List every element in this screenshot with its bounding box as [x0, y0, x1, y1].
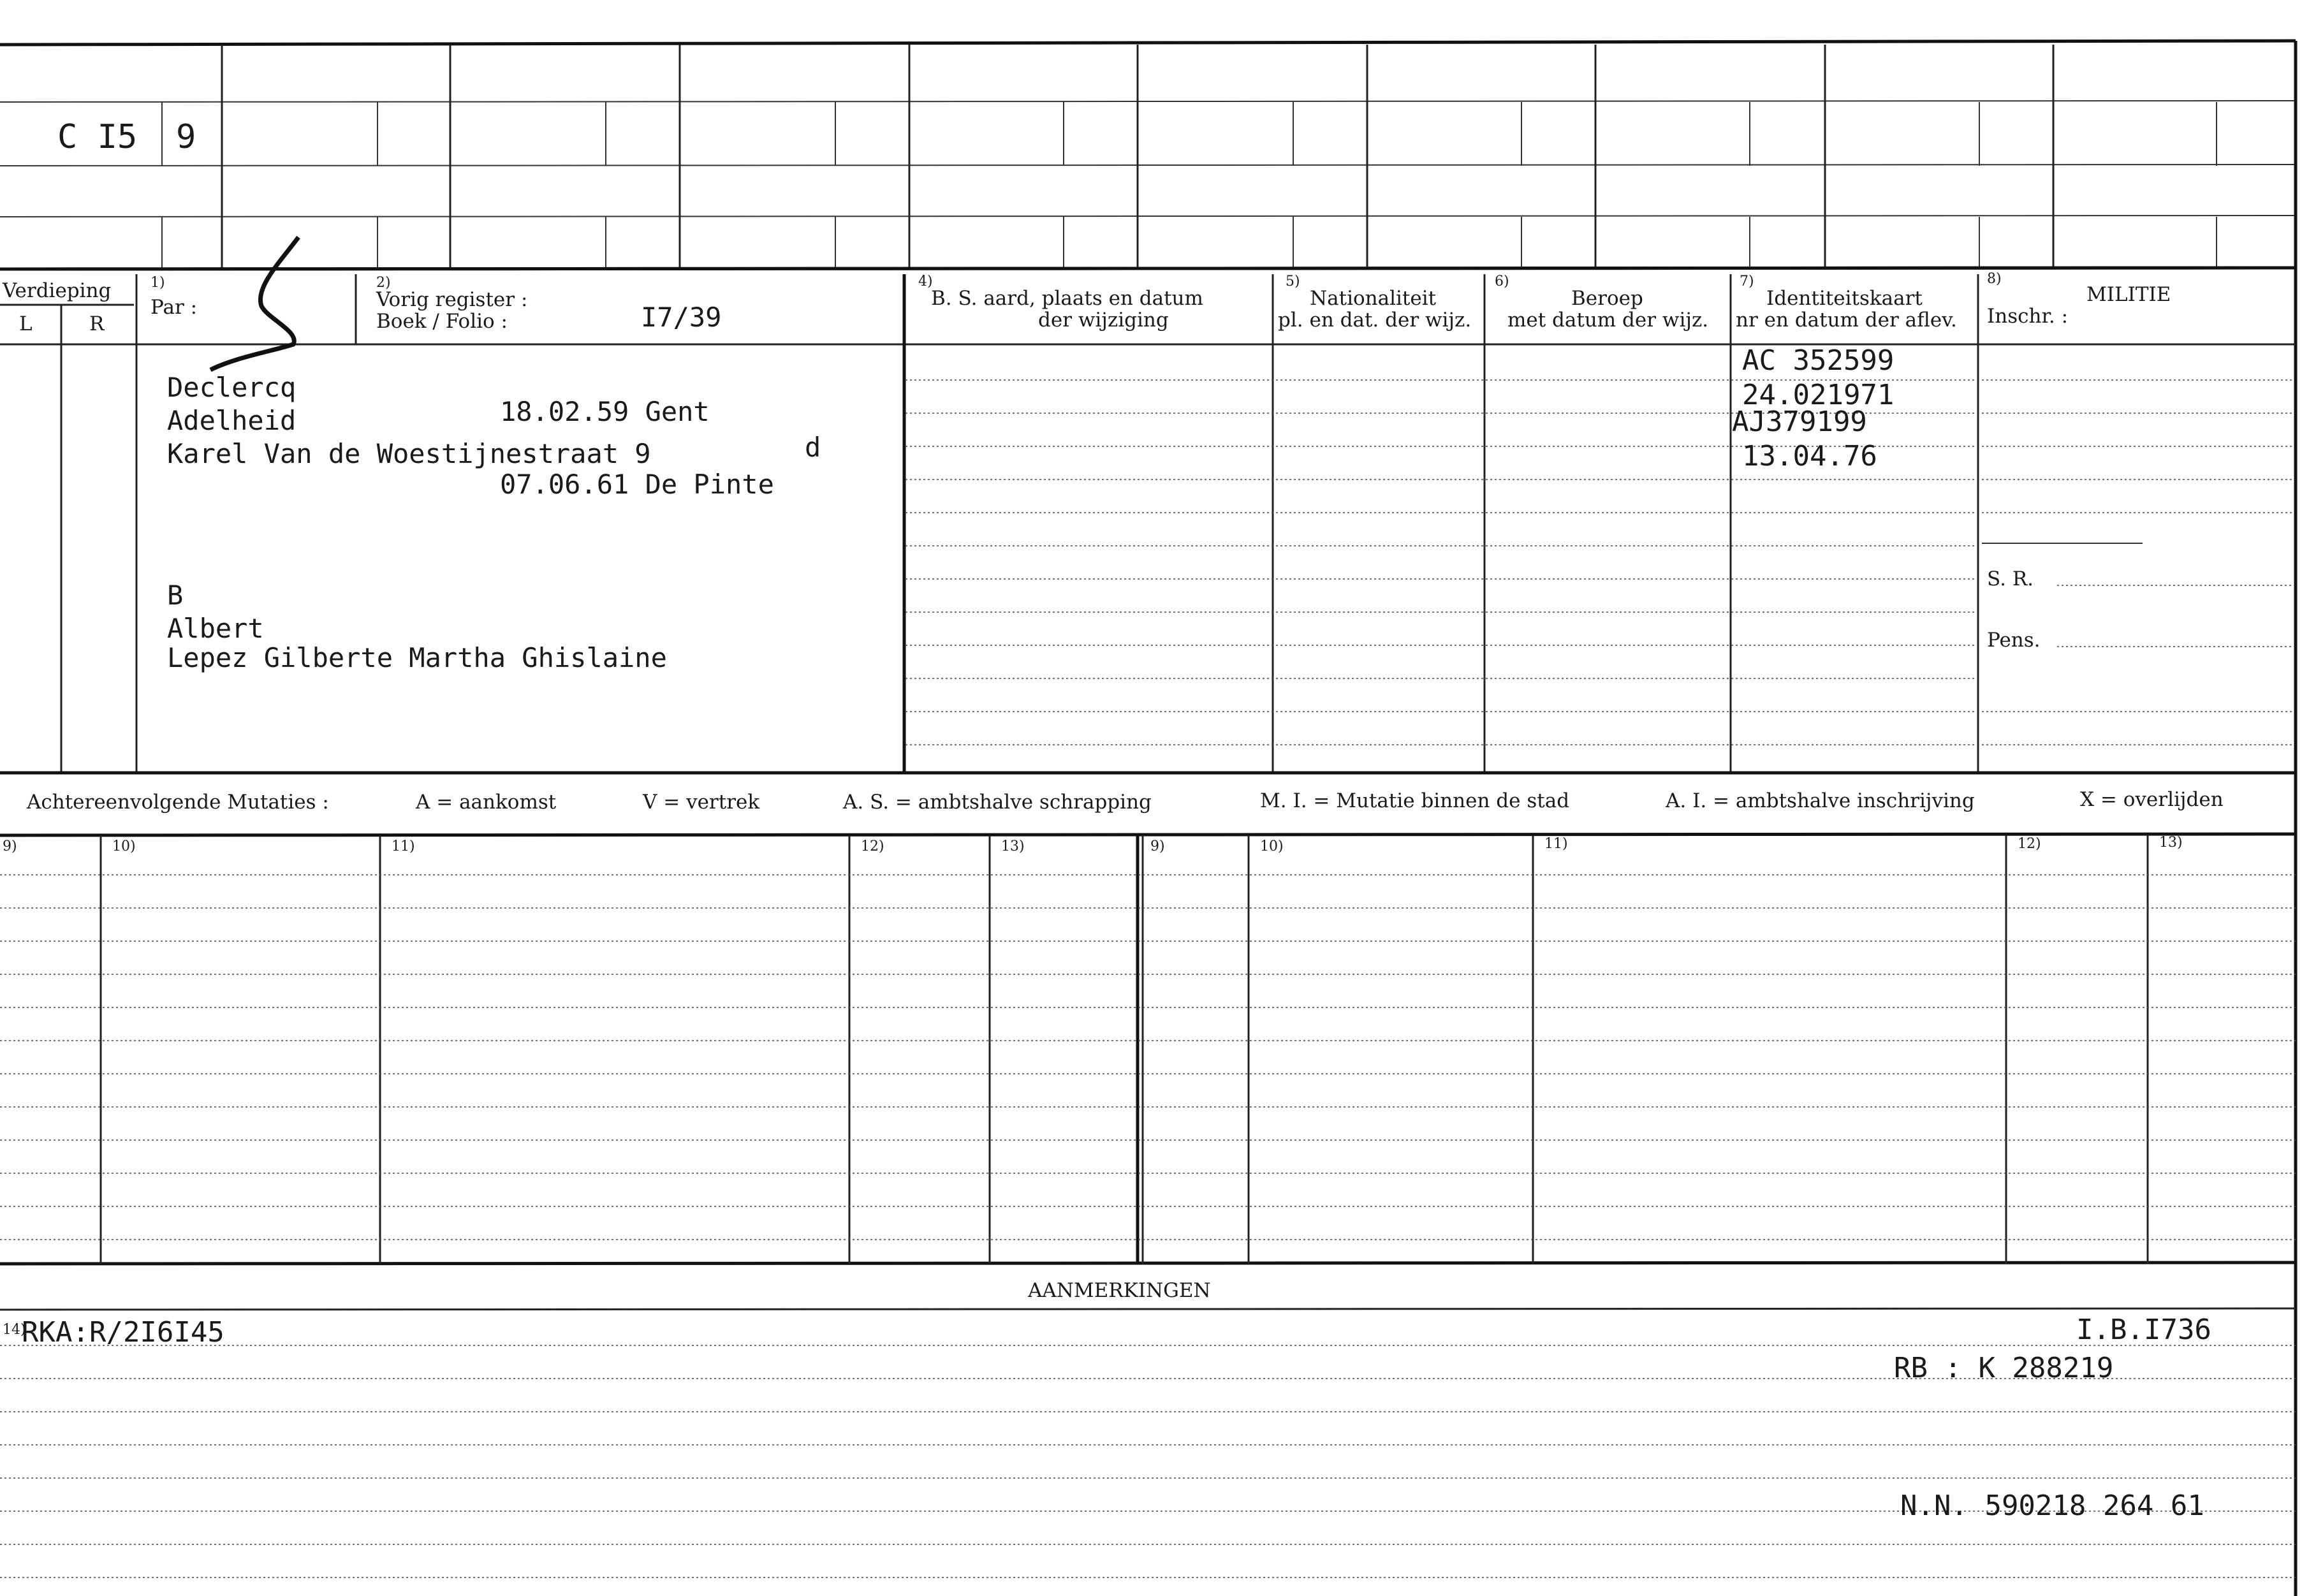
mutation-col-header: 13) — [2159, 835, 2183, 851]
label-inschr: Inschr. : — [1987, 305, 2069, 328]
label-l: L — [19, 312, 33, 335]
person-moved: 07.06.61 De Pinte — [500, 469, 774, 500]
main-grid — [0, 268, 2296, 773]
label-n5: 5) — [1286, 274, 1300, 289]
header-wijk: C I5 — [57, 118, 138, 156]
id-card-2: 24.021971 — [1742, 379, 1895, 411]
label-id-2: nr en datum der aflev. — [1736, 309, 1957, 332]
label-vorig-register: Vorig register : — [376, 288, 528, 311]
spouse-firstname: Albert — [167, 613, 264, 644]
label-nat-2: pl. en dat. der wijz. — [1278, 309, 1472, 332]
label-n4: 4) — [918, 274, 933, 289]
label-sr: S. R. — [1987, 567, 2034, 590]
label-par: Par : — [150, 296, 198, 319]
id-card-4: 13.04.76 — [1742, 440, 1877, 472]
label-bs-1: B. S. aard, plaats en datum — [931, 287, 1203, 310]
mutation-col-header: 13) — [1001, 838, 1025, 854]
label-n1: 1) — [150, 275, 165, 291]
legend-item: A. I. = ambtshalve inschrijving — [1666, 789, 1975, 812]
label-id-1: Identiteitskaart — [1766, 287, 1923, 310]
label-pens: Pens. — [1987, 629, 2041, 652]
mutation-col-header: 9) — [1150, 838, 1165, 854]
remark-ib: I.B.I736 — [2076, 1314, 2211, 1346]
header-number: 9 — [176, 118, 196, 156]
label-n2: 2) — [376, 275, 391, 291]
person-address: Karel Van de Woestijnestraat 9 — [167, 438, 651, 469]
label-beroep-1: Beroep — [1571, 287, 1643, 310]
mutations-grid — [0, 834, 2296, 1264]
mutation-col-header: 10) — [112, 838, 136, 854]
remarks-grid — [0, 1308, 2296, 1578]
label-militie: MILITIE — [2086, 283, 2171, 306]
remark-rb: RB : K 288219 — [1894, 1352, 2114, 1384]
id-card-3: AJ379199 — [1732, 406, 1867, 438]
person-surname: Declercq — [167, 372, 297, 403]
label-nat-1: Nationaliteit — [1310, 287, 1437, 310]
mutation-col-header: 11) — [392, 838, 415, 854]
remark-nn: N.N. 590218 264 61 — [1900, 1490, 2204, 1522]
person-firstname: Adelheid — [167, 405, 297, 436]
mutation-col-header: 12) — [2018, 836, 2041, 852]
label-verdieping: Verdieping — [3, 279, 112, 302]
label-n7: 7) — [1740, 274, 1754, 289]
mutation-col-header: 9) — [3, 838, 17, 854]
legend-item: M. I. = Mutatie binnen de stad — [1260, 789, 1570, 812]
label-n8: 8) — [1987, 271, 2002, 287]
legend-item: A. S. = ambtshalve schrapping — [843, 791, 1152, 814]
par-handwritten-mark — [210, 237, 298, 370]
label-r: R — [89, 312, 105, 335]
register-number: I7/39 — [641, 302, 722, 333]
label-beroep-2: met datum der wijz. — [1507, 309, 1709, 332]
legend-item: V = vertrek — [643, 791, 760, 814]
label-n6: 6) — [1495, 274, 1509, 289]
mutation-col-header: 10) — [1260, 838, 1284, 854]
id-card-1: AC 352599 — [1742, 344, 1895, 377]
legend-item: X = overlijden — [2080, 788, 2224, 811]
person-status: B — [167, 580, 184, 611]
person-birth: 18.02.59 Gent — [500, 396, 710, 427]
label-boek-folio: Boek / Folio : — [376, 310, 508, 333]
label-bs-2: der wijziging — [1038, 309, 1169, 332]
mutation-col-header: 12) — [861, 838, 884, 854]
spouse-other: Lepez Gilberte Martha Ghislaine — [167, 642, 667, 673]
label-n14: 14) — [3, 1322, 26, 1338]
legend-title: Achtereenvolgende Mutaties : — [27, 791, 329, 814]
person-marker: d — [805, 432, 821, 463]
mutation-col-header: 11) — [1544, 836, 1568, 852]
aanmerkingen-title: AANMERKINGEN — [1028, 1279, 1211, 1302]
remark-rka: RKA:R/2I6I45 — [22, 1316, 224, 1349]
legend-item: A = aankomst — [416, 791, 557, 814]
